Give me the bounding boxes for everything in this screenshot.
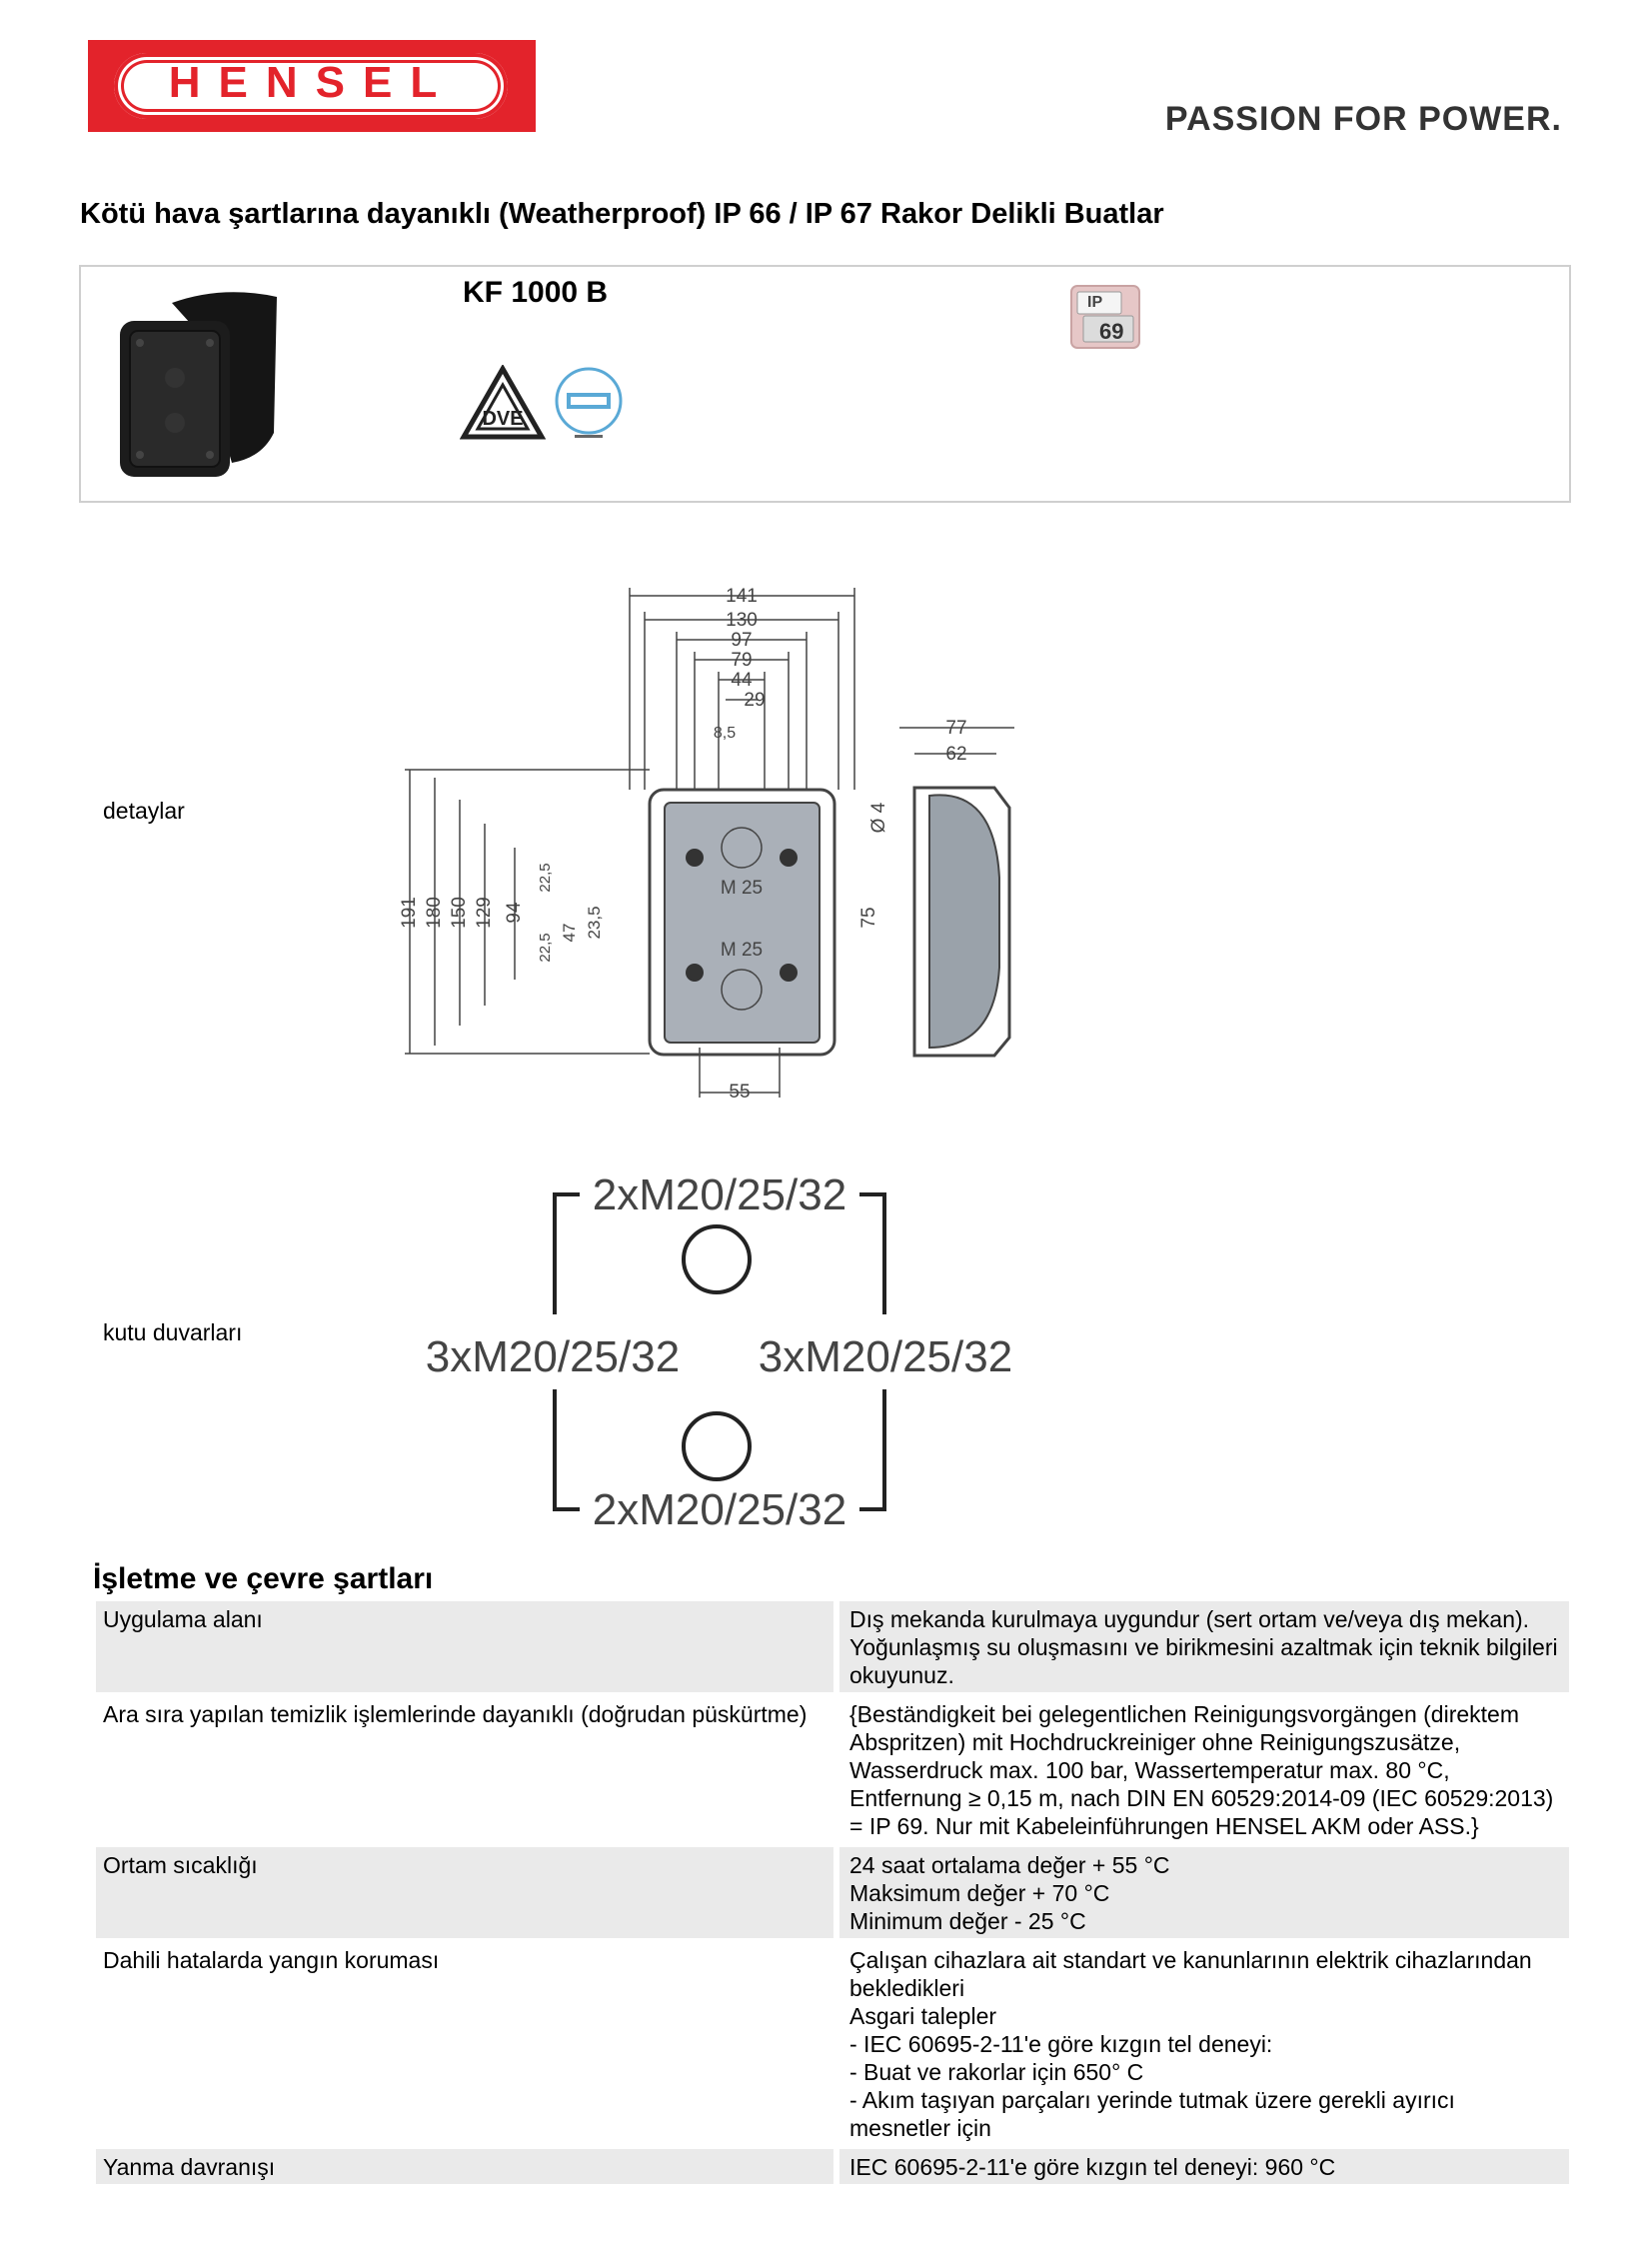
dim-8-5: 8,5: [713, 725, 737, 742]
page-title: Kötü hava şartlarına dayanıklı (Weatherproof) IP 66 / IP 67 Rakor Delikli Buatlar: [80, 198, 1164, 230]
hole-diameter: Ø 4: [868, 802, 889, 834]
vde-mark: [460, 365, 546, 443]
wall-bottom-label: 2xM20/25/32: [592, 1485, 847, 1534]
value-line: Minimum değer - 25 °C: [849, 1908, 1086, 1934]
value-line: - IEC 60695-2-11'e göre kızgın tel deneyi:: [849, 2031, 1273, 2057]
ip69-badge: [1069, 284, 1141, 350]
dim-94: 94: [504, 902, 525, 924]
box-walls-drawing: [410, 1164, 1029, 1544]
product-box: [79, 265, 1571, 503]
value-line: Asgari talepler: [849, 2003, 997, 2029]
value-line: Çalışan cihazlara ait standart ve kanunlarının elektrik cihazlarından bekledikleri: [849, 1947, 1532, 2001]
dimension-drawing: [395, 578, 1034, 1103]
wall-left-label: 3xM20/25/32: [425, 1332, 681, 1381]
walls-label: kutu duvarları: [103, 1319, 243, 1345]
row-key: Ortam sıcaklığı: [96, 1847, 839, 1938]
value-line: IEC 60695-2-11'e göre kızgın tel deneyi: 960 °C: [849, 2154, 1336, 2180]
dim-29: 29: [744, 690, 766, 711]
dim-22-5-bottom: 22,5: [537, 933, 554, 963]
value-line: 24 saat ortalama değer + 55 °C: [849, 1852, 1170, 1878]
dim-55: 55: [729, 1082, 751, 1103]
brand-name: HENSEL: [168, 58, 456, 107]
dim-141: 141: [726, 586, 758, 607]
dim-62: 62: [945, 744, 967, 765]
value-line: - Akım taşıyan parçaları yerinde tutmak üzere gerekli ayırıcı mesnetler için: [849, 2087, 1455, 2141]
dim-77: 77: [945, 718, 967, 739]
row-key: Yanma davranışı: [96, 2149, 839, 2184]
dim-75: 75: [858, 907, 879, 929]
dim-191: 191: [399, 897, 420, 929]
gland-label-bottom: M 25: [720, 940, 764, 961]
dim-47: 47: [560, 923, 579, 943]
row-value: [839, 1696, 1569, 1843]
ip-rating: 69: [1099, 319, 1124, 344]
ip-label: IP: [1087, 294, 1103, 311]
dim-150: 150: [449, 897, 470, 929]
svg-text:DVE: DVE: [482, 408, 524, 430]
table-row: [96, 2149, 1569, 2184]
slogan: PASSION FOR POWER.: [1164, 100, 1562, 138]
section-title: İşletme ve çevre şartları: [93, 1562, 434, 1595]
row-value: [839, 1601, 1569, 1692]
row-key: Uygulama alanı: [96, 1601, 839, 1692]
table-row: [96, 1696, 1569, 1843]
conditions-table: [96, 1597, 1569, 2188]
dnv-gl-mark: [553, 365, 625, 441]
hensel-logo: [88, 40, 536, 132]
product-photo: [112, 283, 282, 481]
dim-180: 180: [424, 897, 445, 929]
dim-97: 97: [731, 630, 753, 651]
dim-130: 130: [726, 610, 758, 631]
dim-79: 79: [731, 650, 753, 671]
value-line: Maksimum değer + 70 °C: [849, 1880, 1110, 1906]
row-key: Dahili hatalarda yangın koruması: [96, 1942, 839, 2145]
details-label: detaylar: [103, 798, 185, 824]
dim-23-5: 23,5: [585, 906, 604, 940]
value-line: Dış mekanda kurulmaya uygundur (sert ortam ve/veya dış mekan).: [849, 1606, 1530, 1632]
gland-label-top: M 25: [720, 878, 764, 899]
row-value: [839, 2149, 1569, 2184]
row-key: Ara sıra yapılan temizlik işlemlerinde dayanıklı (doğrudan püskürtme): [96, 1696, 839, 1843]
value-line: Yoğunlaşmış su oluşmasını ve birikmesini azaltmak için teknik bilgileri okuyunuz.: [849, 1634, 1558, 1688]
dim-44: 44: [731, 670, 753, 691]
table-row: [96, 1847, 1569, 1938]
row-value: [839, 1942, 1569, 2145]
dim-22-5-top: 22,5: [537, 863, 554, 893]
wall-top-label: 2xM20/25/32: [592, 1170, 847, 1219]
product-code: KF 1000 B: [463, 276, 609, 309]
dim-129: 129: [474, 897, 495, 929]
table-row: [96, 1942, 1569, 2145]
table-row: [96, 1601, 1569, 1692]
wall-right-label: 3xM20/25/32: [758, 1332, 1013, 1381]
value-line: {Beständigkeit bei gelegentlichen Reinigungsvorgängen (direktem Abspritzen) mit Hochdruckreiniger ohne Reinigungszusätze, Wasserdruck max. 100 bar, Wassertemperatur max. 80 °C, Entfernung ≥ 0,15 m, nach DIN EN 60529:2014-09 (IEC 60529:2013) = IP 69. Nur mit Kabeleinführungen HENSEL AKM oder ASS.}: [849, 1701, 1554, 1839]
row-value: [839, 1847, 1569, 1938]
value-line: - Buat ve rakorlar için 650° C: [849, 2059, 1144, 2085]
